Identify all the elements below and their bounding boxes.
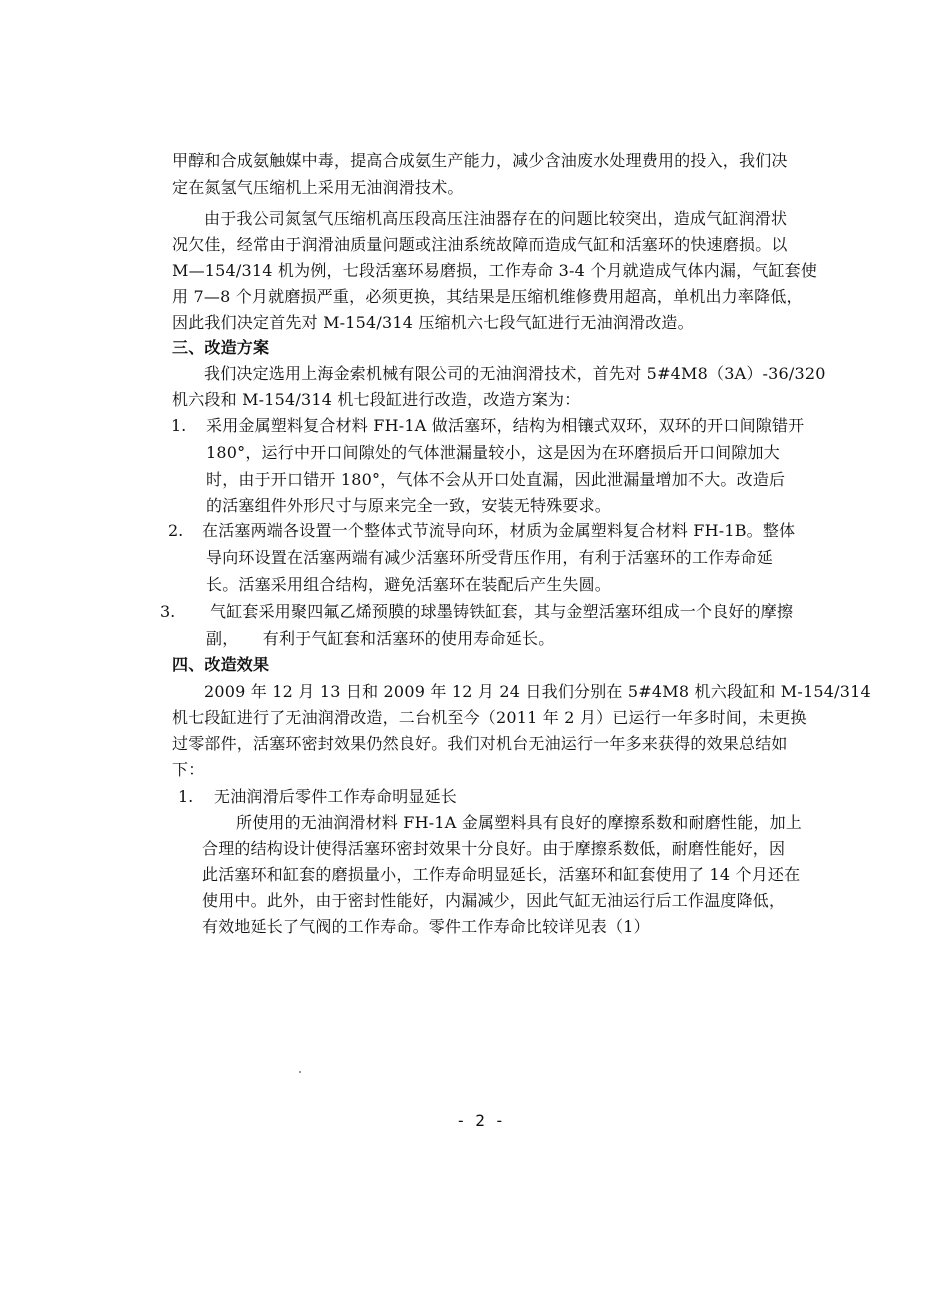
paragraph-line: 机六段和 M-154/314 机七段缸进行改造，改造方案为：	[172, 390, 581, 409]
list-number: 1.	[171, 416, 187, 435]
list-number: 2.	[168, 521, 184, 540]
list-number: 3.	[160, 602, 176, 621]
paragraph-line: 有效地延长了气阀的工作寿命。零件工作寿命比较详见表（1）	[202, 917, 650, 936]
paragraph-line: 由于我公司氮氢气压缩机高压段高压注油器存在的问题比较突出，造成气缸润滑状	[204, 209, 788, 228]
list-item-line: 副， 有利于气缸套和活塞环的使用寿命延长。	[206, 629, 555, 648]
paragraph-line: 定在氮氢气压缩机上采用无油润滑技术。	[172, 178, 464, 197]
list-item-line: 时，由于开口错开 180°，气体不会从开口处直漏，因此泄漏量增加不大。改造后	[206, 470, 786, 489]
paragraph-line: 2009 年 12 月 13 日和 2009 年 12 月 24 日我们分别在 5#4M8 机六段缸和 M-154/314	[204, 682, 871, 701]
paragraph-line: 机七段缸进行了无油润滑改造，二台机至今（2011 年 2 月）已运行一年多时间，未更换	[172, 708, 807, 727]
list-item-line: 的活塞组件外形尺寸与原来完全一致，安装无特殊要求。	[206, 496, 612, 515]
scan-speck	[299, 1071, 301, 1073]
paragraph-line: 用 7—8 个月就磨损严重，必须更换，其结果是压缩机维修费用超高，单机出力率降低，	[172, 287, 803, 306]
subsection-title: 无油润滑后零件工作寿命明显延长	[214, 787, 458, 806]
paragraph-line: 所使用的无油润滑材料 FH-1A 金属塑料具有良好的摩擦系数和耐磨性能，加上	[236, 813, 802, 832]
paragraph-line: 甲醇和合成氨触媒中毒，提高合成氨生产能力，减少含油废水处理费用的投入，我们决	[172, 151, 788, 170]
paragraph-line: 过零部件，活塞环密封效果仍然良好。我们对机台无油运行一年多来获得的效果总结如	[172, 734, 788, 753]
paragraph-line: 因此我们决定首先对 M-154/314 压缩机六七段气缸进行无油润滑改造。	[172, 313, 694, 332]
paragraph-line: M—154/314 机为例，七段活塞环易磨损，工作寿命 3-4 个月就造成气体内漏，气缸套使	[172, 261, 818, 280]
list-item-line: 导向环设置在活塞两端有减少活塞环所受背压作用，有利于活塞环的工作寿命延	[206, 548, 774, 567]
list-item-line: 长。活塞采用组合结构，避免活塞环在装配后产生失圆。	[206, 575, 612, 594]
paragraph-line: 合理的结构设计使得活塞环密封效果十分良好。由于摩擦系数低，耐磨性能好，因	[202, 839, 786, 858]
list-item-line: 180°，运行中开口间隙处的气体泄漏量较小，这是因为在环磨损后开口间隙加大	[206, 443, 780, 462]
section-heading: 三、改造方案	[172, 338, 270, 357]
page-number: - 2 -	[456, 1111, 505, 1130]
paragraph-line: 下：	[172, 760, 205, 779]
paragraph-line: 我们决定选用上海金索机械有限公司的无油润滑技术，首先对 5#4M8（3A）-36/320	[204, 364, 826, 383]
list-item-line: 气缸套采用聚四氟乙烯预膜的球墨铸铁缸套，其与金塑活塞环组成一个良好的摩擦	[210, 602, 794, 621]
list-number: 1.	[178, 787, 194, 806]
paragraph-line: 使用中。此外，由于密封性能好，内漏减少，因此气缸无油运行后工作温度降低，	[202, 891, 786, 910]
list-item-line: 在活塞两端各设置一个整体式节流导向环，材质为金属塑料复合材料 FH-1B。整体	[202, 521, 796, 540]
list-item-line: 采用金属塑料复合材料 FH-1A 做活塞环，结构为相镶式双环，双环的开口间隙错开	[206, 416, 805, 435]
paragraph-line: 此活塞环和缸套的磨损量小，工作寿命明显延长，活塞环和缸套使用了 14 个月还在	[202, 865, 801, 884]
section-heading: 四、改造效果	[172, 655, 270, 674]
paragraph-line: 况欠佳，经常由于润滑油质量问题或注油系统故障而造成气缸和活塞环的快速磨损。以	[172, 235, 788, 254]
